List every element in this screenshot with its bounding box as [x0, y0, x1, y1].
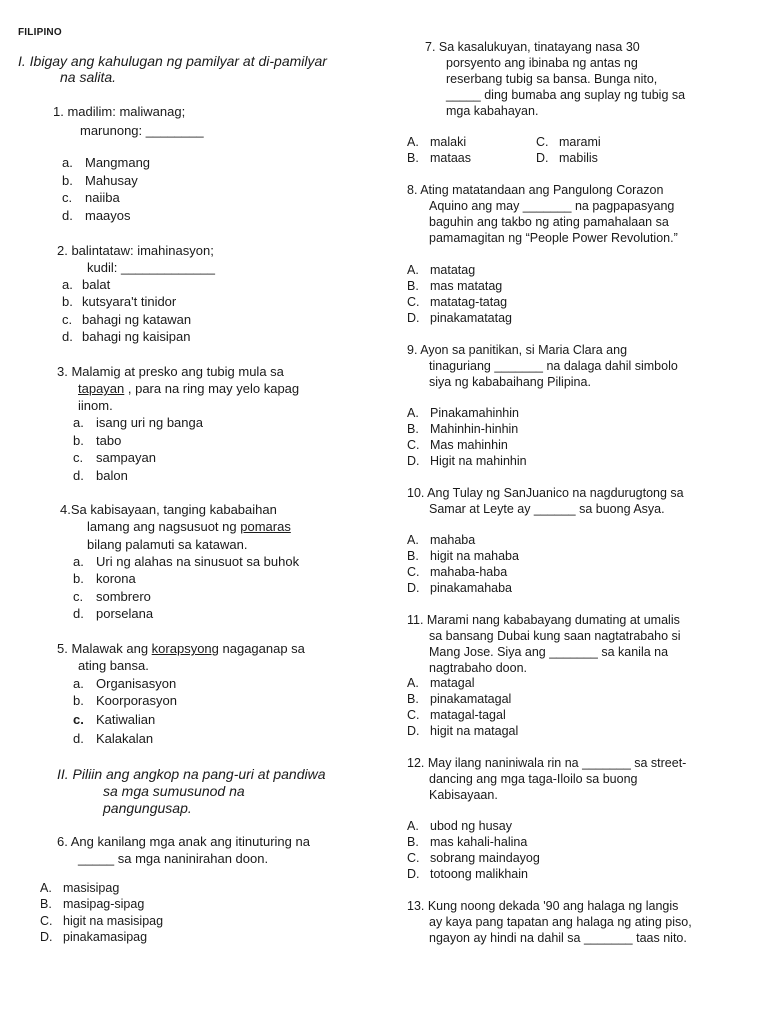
option-letter: d.: [62, 329, 73, 344]
q3-line1: 3. Malamig at presko ang tubig mula sa: [57, 364, 284, 379]
subject-title: FILIPINO: [18, 27, 62, 38]
option-text: higit na masisipag: [63, 914, 164, 928]
q5-line1: [57, 641, 305, 657]
q2-line1: 2. balintataw: imahinasyon;: [57, 243, 214, 258]
option-text: naiiba: [85, 190, 120, 205]
q9-line3: siya ng kababaihang Pilipina.: [429, 375, 591, 389]
q6-option-a: [40, 880, 119, 896]
option-text: bahagi ng katawan: [82, 312, 192, 327]
q13-line3: ngayon ay hindi na dahil sa _______ taas nito.: [429, 931, 687, 945]
option-text: ubod ng husay: [430, 819, 513, 833]
q3-option-d: [73, 468, 128, 484]
q5-line1-rest: nagaganap sa: [218, 641, 305, 656]
q11-line3: Mang Jose. Siya ang _______ sa kanila na: [429, 645, 669, 659]
q5-option-b: [73, 693, 177, 709]
option-letter: D.: [536, 151, 549, 165]
q3-option-b: [73, 433, 121, 449]
option-text: malaki: [430, 135, 467, 149]
option-text: Mangmang: [85, 155, 151, 170]
option-letter: b.: [73, 693, 84, 708]
option-text: bahagi ng kaisipan: [82, 329, 191, 344]
q2-option-a: [62, 277, 110, 293]
option-letter: a.: [62, 155, 73, 170]
q12-option-d: [407, 866, 528, 882]
q10-option-d: [407, 580, 512, 596]
q8-option-b: [407, 278, 502, 294]
option-letter: D.: [407, 581, 420, 595]
option-letter: C.: [40, 914, 53, 928]
option-letter: c.: [73, 450, 84, 465]
option-text: tabo: [96, 433, 122, 448]
q8-option-c: [407, 294, 507, 310]
q1-line2: marunong: ________: [80, 123, 204, 138]
q7-line2: porsyento ang ibinaba ng antas ng: [446, 56, 638, 70]
q8-option-d: [407, 310, 512, 326]
option-letter: A.: [407, 819, 419, 833]
option-letter: B.: [407, 549, 419, 563]
q9-option-a: [407, 405, 519, 421]
option-letter: C.: [407, 565, 420, 579]
option-text: higit na mahaba: [430, 549, 519, 563]
option-letter: B.: [407, 279, 419, 293]
q4-option-b: [73, 571, 136, 587]
q4-option-c: [73, 589, 151, 605]
q12-option-b: [407, 834, 527, 850]
q2-option-b: [62, 294, 176, 310]
q4-line3: bilang palamuti sa katawan.: [87, 537, 248, 552]
q9-option-c: [407, 437, 508, 453]
option-letter: b.: [73, 433, 84, 448]
option-text: higit na matagal: [430, 724, 519, 738]
option-text: Mahusay: [85, 173, 138, 188]
q1-option-a: [62, 155, 150, 171]
q11-option-d: [407, 723, 518, 739]
option-letter: c.: [62, 312, 73, 327]
q8-option-a: [407, 262, 475, 278]
option-letter: B.: [407, 835, 419, 849]
option-text: marami: [559, 135, 601, 149]
option-text: Higit na mahinhin: [430, 454, 527, 468]
option-text: pinakamasipag: [63, 930, 148, 944]
option-text: sampayan: [96, 450, 156, 465]
option-letter: B.: [407, 151, 419, 165]
option-text: pinakamatatag: [430, 311, 513, 325]
option-letter: C.: [407, 708, 420, 722]
q3-option-c: [73, 450, 156, 466]
q3-line2: [78, 381, 299, 397]
q2-option-d: [62, 329, 190, 345]
option-text: mabilis: [559, 151, 598, 165]
q11-option-c: [407, 707, 506, 723]
q8-line4: pamamagitan ng “People Power Revolution.”: [429, 231, 678, 245]
q1-option-d: [62, 208, 131, 224]
q8-line2: Aquino ang may _______ na pagpapasyang: [429, 199, 675, 213]
option-letter: A.: [407, 263, 419, 277]
option-letter: D.: [407, 724, 420, 738]
q12-line1: 12. May ilang naniniwala rin na _______ sa street-: [407, 756, 687, 770]
option-letter: d.: [73, 731, 84, 746]
option-text: matatag: [430, 263, 476, 277]
q11-line2: sa bansang Dubai kung saan nagtatrabaho si: [429, 629, 681, 643]
part2-instruction: II. Piliin ang angkop na pang-uri at pandiwa: [57, 766, 326, 782]
q2-option-c: [62, 312, 191, 328]
q9-line2: tinaguriang _______ na dalaga dahil simbolo: [429, 359, 678, 373]
option-letter: A.: [407, 676, 419, 690]
option-text: sombrero: [96, 589, 151, 604]
option-text: pinakamatagal: [430, 692, 512, 706]
q3-line2-rest: , para na ring may yelo kapag: [124, 381, 300, 396]
option-text: korona: [96, 571, 136, 586]
q4-option-d: [73, 606, 153, 622]
option-text: kutsyara't tinidor: [82, 294, 177, 309]
option-letter: d.: [73, 606, 84, 621]
q9-option-d: [407, 453, 527, 469]
option-letter: D.: [40, 930, 53, 944]
q12-option-c: [407, 850, 540, 866]
option-text: balon: [96, 468, 128, 483]
q7-line5: mga kabahayan.: [446, 104, 539, 118]
q6-line1: 6. Ang kanilang mga anak ang itinuturing na: [57, 834, 310, 849]
q6-option-b: [40, 896, 144, 912]
option-text: balat: [82, 277, 111, 292]
q5-line2: ating bansa.: [78, 658, 149, 673]
q11-line4: nagtrabaho doon.: [429, 661, 528, 675]
part1-instruction: I. Ibigay ang kahulugan ng pamilyar at di-pamilyar: [18, 53, 327, 69]
q1-option-b: [62, 173, 138, 189]
option-text: porselana: [96, 606, 154, 621]
option-text: mas matatag: [430, 279, 503, 293]
option-text: Pinakamahinhin: [430, 406, 519, 420]
q5-option-c: [73, 712, 155, 728]
option-letter: D.: [407, 454, 420, 468]
q7-line4: _____ ding bumaba ang suplay ng tubig sa: [446, 88, 686, 102]
underlined-word: korapsyong: [151, 641, 219, 656]
option-text: isang uri ng banga: [96, 415, 203, 430]
option-letter: a.: [73, 676, 84, 691]
q11-option-b: [407, 691, 511, 707]
option-letter: b.: [62, 173, 73, 188]
q12-option-a: [407, 818, 512, 834]
q7-option-c: [536, 134, 601, 150]
q7-option-d: [536, 150, 598, 166]
option-text: Koorporasyon: [96, 693, 177, 708]
option-letter: d.: [73, 468, 84, 483]
q12-line2: dancing ang mga taga-Iloilo sa buong: [429, 772, 638, 786]
option-letter: C.: [536, 135, 549, 149]
q8-line3: baguhin ang takbo ng ating pamahalaan sa: [429, 215, 669, 229]
option-letter: A.: [407, 406, 419, 420]
option-text: matagal-tagal: [430, 708, 506, 722]
q7-line1: 7. Sa kasalukuyan, tinatayang nasa 30: [425, 40, 640, 54]
q1-line1: 1. madilim: maliwanag;: [53, 104, 186, 119]
option-text: Uri ng alahas na sinusuot sa buhok: [96, 554, 300, 569]
option-text: pinakamahaba: [430, 581, 513, 595]
q13-line2: ay kaya pang tapatan ang halaga ng ating piso,: [429, 915, 692, 929]
option-text: masisipag: [63, 881, 120, 895]
q4-line1: 4.Sa kabisayaan, tanging kababaihan: [60, 502, 277, 517]
option-letter: C.: [407, 851, 420, 865]
option-letter: a.: [73, 415, 84, 430]
underlined-word: tapayan: [78, 381, 125, 396]
part2-instruction-cont: sa mga sumusunod na: [103, 783, 245, 799]
q11-line1: 11. Marami nang kababayang dumating at umalis: [407, 613, 680, 627]
part1-instruction-cont: na salita.: [60, 69, 117, 85]
part2-instruction-cont2: pangungusap.: [103, 800, 192, 816]
q4-option-a: [73, 554, 299, 570]
option-text: Organisasyon: [96, 676, 177, 691]
option-text: mas kahali-halina: [430, 835, 528, 849]
option-text: Kalakalan: [96, 731, 154, 746]
q10-line2: Samar at Leyte ay ______ sa buong Asya.: [429, 502, 665, 516]
q2-line2: kudil: _____________: [87, 260, 215, 275]
q5-option-d: [73, 731, 153, 747]
option-text: Mahinhin-hinhin: [430, 422, 519, 436]
q5-line1-pre: 5. Malawak ang: [57, 641, 152, 656]
option-text: Katiwalian: [96, 712, 156, 727]
option-letter: B.: [407, 692, 419, 706]
q6-line2: _____ sa mga naninirahan doon.: [78, 851, 269, 866]
option-letter: C.: [407, 438, 420, 452]
q1-option-c: [62, 190, 120, 206]
option-letter: b.: [62, 294, 73, 309]
q3-option-a: [73, 415, 203, 431]
underlined-word: pomaras: [240, 519, 291, 534]
option-text: mataas: [430, 151, 471, 165]
option-letter: D.: [407, 311, 420, 325]
option-letter: a.: [73, 554, 84, 569]
option-letter: c.: [73, 589, 84, 604]
q13-line1: 13. Kung noong dekada '90 ang halaga ng langis: [407, 899, 679, 913]
q4-line2-pre: lamang ang nagsusuot ng: [87, 519, 241, 534]
option-text: sobrang maindayog: [430, 851, 540, 865]
option-letter: A.: [40, 881, 52, 895]
q10-option-a: [407, 532, 475, 548]
q6-option-d: [40, 929, 147, 945]
option-letter: c.: [62, 190, 73, 205]
q6-option-c: [40, 913, 163, 929]
q10-option-c: [407, 564, 507, 580]
q7-option-a: [407, 134, 466, 150]
option-text: mahaba: [430, 533, 476, 547]
option-letter: a.: [62, 277, 73, 292]
option-letter: D.: [407, 867, 420, 881]
option-text: Mas mahinhin: [430, 438, 508, 452]
q3-line3: iinom.: [78, 398, 113, 413]
q7-option-b: [407, 150, 471, 166]
option-text: matagal: [430, 676, 475, 690]
option-letter: A.: [407, 533, 419, 547]
q12-line3: Kabisayaan.: [429, 788, 498, 802]
q9-line1: 9. Ayon sa panitikan, si Maria Clara ang: [407, 343, 628, 357]
option-text: mahaba-haba: [430, 565, 508, 579]
q10-line1: 10. Ang Tulay ng SanJuanico na nagdurugtong sa: [407, 486, 684, 500]
option-letter: b.: [73, 571, 84, 586]
q7-line3: reserbang tubig sa bansa. Bunga nito,: [446, 72, 658, 86]
q10-option-b: [407, 548, 519, 564]
option-text: maayos: [85, 208, 131, 223]
option-text: totoong malikhain: [430, 867, 528, 881]
q4-line2: [87, 519, 291, 535]
option-letter: B.: [40, 897, 52, 911]
q11-option-a: [407, 675, 474, 691]
option-letter: d.: [62, 208, 73, 223]
option-letter: c.: [73, 712, 84, 727]
option-letter: A.: [407, 135, 419, 149]
q5-option-a: [73, 676, 176, 692]
option-text: masipag-sipag: [63, 897, 145, 911]
option-text: matatag-tatag: [430, 295, 508, 309]
q8-line1: 8. Ating matatandaan ang Pangulong Corazon: [407, 183, 664, 197]
option-letter: C.: [407, 295, 420, 309]
q9-option-b: [407, 421, 518, 437]
option-letter: B.: [407, 422, 419, 436]
